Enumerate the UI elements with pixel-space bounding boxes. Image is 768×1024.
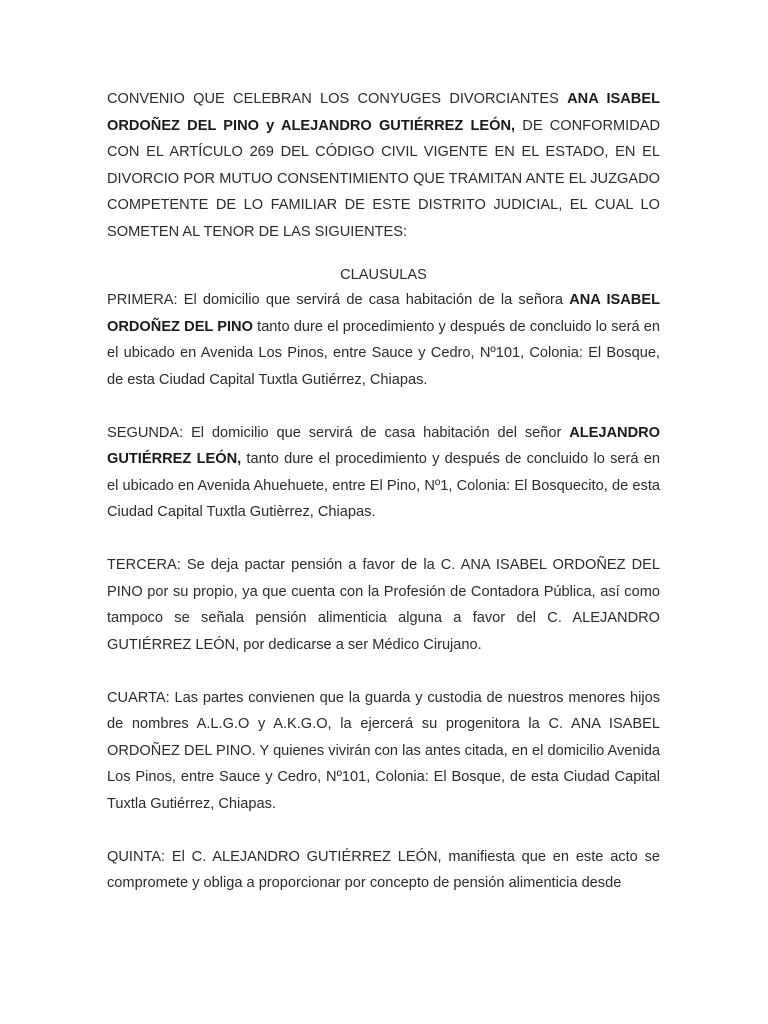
clausulas-heading: CLAUSULAS — [340, 267, 427, 283]
intro-text-1: CONVENIO QUE CELEBRAN LOS CONYUGES DIVORCIANTES — [107, 91, 568, 107]
clause-cuarta: CUARTA: Las partes convienen que la guarda y custodia de nuestros menores hijos de nombres A.L.G.O y A.K.G.O, la ejercerá su progenitora la C. ANA ISABEL ORDOÑEZ DEL PINO. Y quienes vivirán con las antes citada, en el domicilio Avenida Los Pinos, entre Sauce y Cedro, Nº101, Colonia: El Bosque, de esta Ciudad Capital Tuxtla Gutiérrez, Chiapas. — [107, 689, 660, 812]
primera-text-1: PRIMERA: El domicilio que servirá de casa habitación de la señora — [107, 292, 570, 308]
primera-text-2: tanto dure el procedimiento y después de concluido lo será en el ubicado en Avenida Los Pinos, entre Sauce y Cedro, Nº101, Colonia: El Bosque, de esta Ciudad Capital Tuxtla Gutiérrez, Chiapas. — [107, 318, 661, 388]
clause-segunda — [107, 420, 660, 526]
intro-text-2: DE CONFORMIDAD CON EL ARTÍCULO 269 DEL CÓDIGO CIVIL VIGENTE EN EL ESTADO, EN EL DIVORCIO POR MUTUO CONSENTIMIENTO QUE TRAMITAN ANTE EL JUZGADO COMPETENTE DE LO FAMILIAR DE ESTE DISTRITO JUDICIAL, EL CUAL LO SOMETEN AL TENOR DE LAS SIGUIENTES: — [107, 117, 661, 240]
primera-name-bold: ANA ISABEL ORDOÑEZ DEL PINO — [107, 292, 660, 335]
clause-primera — [107, 287, 660, 393]
segunda-text-2: tanto dure el procedimiento y después de concluido lo será en el ubicado en Avenida Ahuehuete, entre El Pino, Nº1, Colonia: El Bosquecito, de esta Ciudad Capital Tuxtla Gutièrrez, Chiapas. — [107, 451, 661, 520]
intro-paragraph — [107, 86, 660, 245]
clause-tercera: TERCERA: Se deja pactar pensión a favor de la C. ANA ISABEL ORDOÑEZ DEL PINO por su propio, ya que cuenta con la Profesión de Contadora Pública, así como tampoco se señala pensión alimenticia alguna a favor del C. ALEJANDRO GUTIÉRREZ LEÓN, por dedicarse a ser Médico Cirujano. — [107, 557, 660, 653]
segunda-text-1: SEGUNDA: El domicilio que servirá de casa habitación del señor — [107, 424, 570, 441]
segunda-name-bold: ALEJANDRO GUTIÉRREZ LEÓN, — [107, 424, 660, 467]
intro-parties-bold: ANA ISABEL ORDOÑEZ DEL PINO y ALEJANDRO GUTIÉRREZ LEÓN, — [107, 91, 660, 134]
document-page — [107, 86, 660, 897]
clause-quinta: QUINTA: El C. ALEJANDRO GUTIÉRREZ LEÓN, manifiesta que en este acto se compromete y obliga a proporcionar por concepto de pensión alimenticia desde — [107, 848, 660, 891]
